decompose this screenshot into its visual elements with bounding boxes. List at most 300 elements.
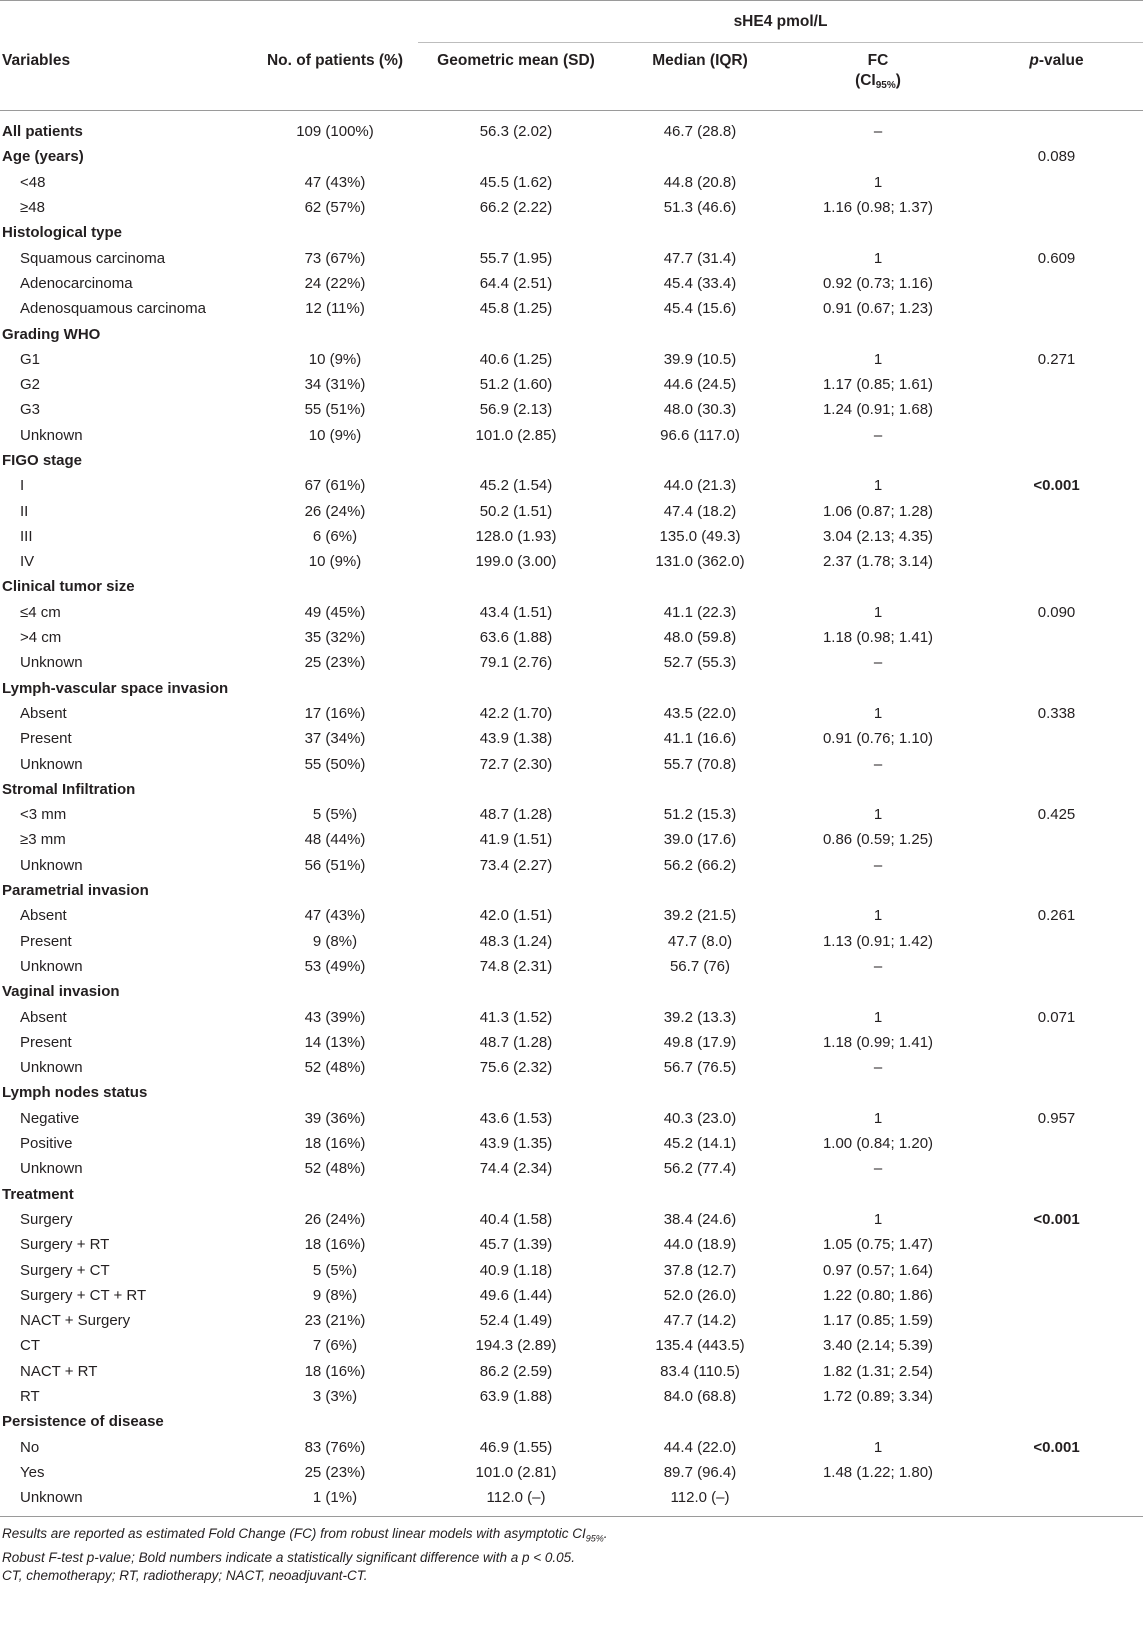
geometric-mean-cell: 40.6 (1.25) [479,350,553,368]
table-row [0,1434,1143,1459]
geometric-mean-cell: 199.0 (3.00) [475,553,557,571]
patients-cell: 49 (45%) [304,603,366,621]
table-row [0,144,1143,169]
geometric-mean-cell: 48.7 (1.28) [479,1033,553,1051]
patients-cell: 25 (23%) [304,654,366,672]
variable-cell: Negative [20,1109,80,1127]
pvalue-cell [970,1359,1143,1384]
median-cell [614,1181,786,1206]
ci-subscript: 95% [875,80,896,91]
footnotes [0,1517,1143,1585]
patients-cell [252,1181,418,1206]
fc-cell: 3.04 (2.13; 4.35) [822,527,934,545]
patients-cell: 52 (48%) [304,1160,366,1178]
table-row [0,1359,1143,1384]
variable-cell: Positive [20,1135,73,1153]
geometric-mean-cell: 49.6 (1.44) [479,1286,553,1304]
median-cell: 39.9 (10.5) [663,350,737,368]
fc-cell: – [873,1160,883,1178]
table-row [0,111,1143,145]
fc-cell: 1 [873,477,883,495]
geometric-mean-cell: 42.2 (1.70) [479,704,553,722]
table-row [0,1080,1143,1105]
median-cell: 48.0 (59.8) [663,629,737,647]
patients-cell: 55 (50%) [304,755,366,773]
pvalue-cell [970,1131,1143,1156]
pvalue-cell [970,397,1143,422]
pvalue-cell [970,170,1143,195]
table-row [0,979,1143,1004]
variable-cell: Unknown [20,856,83,874]
geometric-mean-cell: 74.8 (2.31) [479,957,553,975]
header-blank [0,1,252,43]
variable-cell: FIGO stage [2,452,83,469]
footnote-1-end: . [603,1526,608,1542]
pvalue-cell [970,1409,1143,1434]
geometric-mean-cell [418,144,614,169]
fc-cell [786,220,970,245]
fc-cell: – [873,1059,883,1077]
geometric-mean-cell: 41.9 (1.51) [479,831,553,849]
table-row [0,524,1143,549]
variable-cell: Histological type [2,224,123,242]
variable-cell: G3 [20,401,41,419]
variable-cell: Absent [20,907,67,925]
pvalue-cell [970,321,1143,346]
median-cell [614,321,786,346]
variable-cell: >4 cm [20,629,62,647]
pvalue-cell: 0.609 [1037,249,1076,267]
table-row [0,878,1143,903]
fc-cell: 1.17 (0.85; 1.61) [822,376,934,394]
patients-cell: 47 (43%) [304,173,366,191]
median-cell: 56.2 (77.4) [663,1160,737,1178]
table-row [0,1333,1143,1358]
patients-cell [252,220,418,245]
median-cell: 84.0 (68.8) [663,1387,737,1405]
geometric-mean-cell: 72.7 (2.30) [479,755,553,773]
geometric-mean-cell: 40.4 (1.58) [479,1210,553,1228]
patients-cell: 6 (6%) [312,527,358,545]
fc-cell [786,1181,970,1206]
geometric-mean-cell [418,220,614,245]
patients-cell: 47 (43%) [304,907,366,925]
variable-cell: I [20,477,25,495]
variable-cell: Surgery [20,1210,73,1228]
patients-cell: 25 (23%) [304,1463,366,1481]
pvalue-cell [970,296,1143,321]
fc-cell: – [873,123,883,141]
geometric-mean-cell: 64.4 (2.51) [479,274,553,292]
fc-cell: 1 [873,1210,883,1228]
patients-cell [252,676,418,701]
median-cell: 83.4 (110.5) [660,1362,740,1380]
footnote-2 [2,1549,1143,1568]
geometric-mean-cell [418,448,614,473]
median-cell: 47.7 (8.0) [667,932,733,950]
fc-cell [786,878,970,903]
table-row [0,448,1143,473]
variable-cell: RT [20,1387,40,1405]
geometric-mean-cell: 41.3 (1.52) [479,1008,553,1026]
variable-cell: Unknown [20,957,83,975]
pvalue-cell [970,726,1143,751]
fc-cell [786,321,970,346]
table-row [0,1460,1143,1485]
fc-cell [786,676,970,701]
table-row [0,271,1143,296]
fc-cell: – [873,426,883,444]
table-row [0,347,1143,372]
pvalue-cell: 0.089 [1037,148,1076,166]
table-row [0,1384,1143,1409]
variable-cell: Unknown [20,1160,83,1178]
patients-cell [252,321,418,346]
geometric-mean-cell: 112.0 (–) [486,1489,546,1507]
variable-cell: Absent [20,704,67,722]
fc-cell: 1.16 (0.98; 1.37) [822,199,934,217]
col-header-fc [786,43,970,111]
fc-cell [786,144,970,169]
patients-cell [252,144,418,169]
table-body [0,111,1143,1517]
variable-cell: CT [20,1337,40,1355]
pvalue-cell: <0.001 [1033,1438,1080,1456]
footnote-2-p2: p [522,1549,530,1565]
fc-cell: 0.91 (0.67; 1.23) [822,300,934,318]
median-cell: 96.6 (117.0) [660,426,740,444]
geometric-mean-cell: 51.2 (1.60) [479,376,553,394]
ci-open: (CI [855,72,876,89]
geometric-mean-cell [418,321,614,346]
geometric-mean-cell: 43.9 (1.38) [479,730,553,748]
table-row [0,726,1143,751]
patients-cell: 7 (6%) [312,1337,358,1355]
geometric-mean-cell: 79.1 (2.76) [479,654,553,672]
table-row [0,1004,1143,1029]
table-row [0,903,1143,928]
median-cell: 47.7 (31.4) [663,249,737,267]
fc-cell: 1.17 (0.85; 1.59) [822,1312,934,1330]
table-row [0,600,1143,625]
geometric-mean-cell: 75.6 (2.32) [479,1059,553,1077]
geometric-mean-cell: 46.9 (1.55) [479,1438,553,1456]
table-row [0,1308,1143,1333]
median-cell: 44.8 (20.8) [663,173,737,191]
median-cell: 44.4 (22.0) [663,1438,737,1456]
median-cell [614,979,786,1004]
pvalue-cell [970,111,1143,145]
fc-cell: 1.82 (1.31; 2.54) [822,1362,934,1380]
pvalue-cell [970,574,1143,599]
median-cell: 47.4 (18.2) [663,502,737,520]
table-row [0,549,1143,574]
p-italic: p [1029,52,1039,69]
patients-cell: 48 (44%) [304,831,366,849]
pvalue-cell [970,1181,1143,1206]
table-row [0,397,1143,422]
pvalue-cell [970,1485,1143,1517]
variable-cell: III [20,527,33,545]
geometric-mean-cell [418,777,614,802]
geometric-mean-cell: 43.9 (1.35) [479,1135,553,1153]
patients-cell: 62 (57%) [304,199,366,217]
table-row [0,372,1143,397]
table-row [0,701,1143,726]
pvalue-cell: 0.271 [1037,350,1076,368]
pvalue-cell [970,498,1143,523]
col-header-variables: Variables [0,43,252,111]
fc-label: FC [867,52,889,69]
variable-cell: Unknown [20,1059,83,1077]
median-cell [614,220,786,245]
variable-cell: Lymph-vascular space invasion [2,679,229,697]
patients-cell: 18 (16%) [304,1135,366,1153]
table-row [0,1055,1143,1080]
footnote-2-p: p [86,1549,95,1565]
median-cell: 135.0 (49.3) [659,527,741,545]
variable-cell: Clinical tumor size [2,578,135,596]
geometric-mean-cell: 56.3 (2.02) [479,123,553,141]
table-row [0,853,1143,878]
patients-cell: 67 (61%) [304,477,366,495]
geometric-mean-cell: 45.8 (1.25) [479,300,553,318]
variable-cell: Present [20,932,72,950]
patients-cell [252,1080,418,1105]
variable-cell: Absent [20,1008,67,1026]
patients-cell: 1 (1%) [312,1489,358,1507]
patients-cell: 10 (9%) [308,553,362,571]
geometric-mean-cell [418,676,614,701]
median-cell: 44.0 (18.9) [663,1236,737,1254]
table-row [0,777,1143,802]
table-row [0,423,1143,448]
median-cell: 41.1 (22.3) [663,603,737,621]
geometric-mean-cell: 45.7 (1.39) [479,1236,553,1254]
pvalue-cell [970,676,1143,701]
table-row [0,625,1143,650]
fc-cell: 1 [873,173,883,191]
variable-cell: Surgery + CT [20,1261,110,1279]
geometric-mean-cell [418,1409,614,1434]
pvalue-cell [970,1308,1143,1333]
patients-cell: 5 (5%) [312,806,358,824]
variable-cell: NACT + Surgery [20,1312,131,1330]
median-cell: 43.5 (22.0) [663,704,737,722]
table-row [0,802,1143,827]
median-cell: 39.2 (21.5) [663,907,737,925]
geometric-mean-cell: 43.6 (1.53) [479,1109,553,1127]
variable-cell: ≤4 cm [20,603,61,621]
variable-cell: <48 [20,173,46,191]
variable-cell: Stromal Infiltration [2,780,136,798]
geometric-mean-cell: 40.9 (1.18) [479,1261,553,1279]
patients-cell: 55 (51%) [304,401,366,419]
patients-cell: 37 (34%) [304,730,366,748]
pvalue-cell [970,195,1143,220]
median-cell: 41.1 (16.6) [663,730,737,748]
median-cell [614,878,786,903]
pvalue-cell [970,1460,1143,1485]
variable-cell: ≥3 mm [20,831,66,849]
variable-cell: Unknown [20,426,83,444]
fc-cell: 1 [873,1109,883,1127]
median-cell: 44.6 (24.5) [663,376,737,394]
table-row [0,1409,1143,1434]
fc-cell: – [873,957,883,975]
fc-cell [786,1485,970,1517]
fc-cell: – [873,856,883,874]
median-cell: 39.0 (17.6) [663,831,737,849]
median-cell [614,448,786,473]
pvalue-cell [970,524,1143,549]
patients-cell: 9 (8%) [312,932,358,950]
fc-cell: 0.91 (0.76; 1.10) [822,730,934,748]
fc-cell: 1 [873,907,883,925]
pvalue-cell [970,448,1143,473]
variable-cell: Surgery + RT [20,1236,110,1254]
table-row [0,574,1143,599]
variable-cell: <3 mm [20,806,67,824]
patients-cell: 26 (24%) [304,1210,366,1228]
geometric-mean-cell: 52.4 (1.49) [479,1312,553,1330]
patients-cell: 18 (16%) [304,1362,366,1380]
pvalue-cell [970,777,1143,802]
geometric-mean-cell [418,878,614,903]
table-row [0,296,1143,321]
fc-cell: 1.72 (0.89; 3.34) [822,1387,934,1405]
median-cell [614,676,786,701]
variable-cell: Unknown [20,654,83,672]
geometric-mean-cell [418,574,614,599]
geometric-mean-cell [418,1181,614,1206]
geometric-mean-cell: 63.9 (1.88) [479,1387,553,1405]
ci-close: ) [895,72,901,89]
geometric-mean-cell: 194.3 (2.89) [475,1337,557,1355]
patients-cell [252,1409,418,1434]
patients-cell: 17 (16%) [304,704,366,722]
median-cell: 89.7 (96.4) [663,1463,737,1481]
table-row [0,676,1143,701]
patients-cell: 109 (100%) [296,123,374,141]
patients-cell: 83 (76%) [304,1438,366,1456]
patients-cell: 52 (48%) [304,1059,366,1077]
variable-cell: IV [20,553,35,571]
geometric-mean-cell: 50.2 (1.51) [479,502,553,520]
pvalue-cell [970,549,1143,574]
table-row [0,473,1143,498]
pvalue-cell [970,751,1143,776]
table-row [0,321,1143,346]
variable-cell: Grading WHO [2,325,101,343]
table-row [0,1156,1143,1181]
pvalue-cell: <0.001 [1033,1210,1080,1228]
variable-cell: Present [20,1033,72,1051]
variable-cell: All patients [2,123,83,141]
patients-cell [252,574,418,599]
fc-cell: – [873,654,883,672]
fc-cell: 1 [873,806,883,824]
median-cell: 51.3 (46.6) [663,199,737,217]
footnote-2-mid: -value; Bold numbers indicate a statistically significant difference with a [94,1549,523,1565]
geometric-mean-cell: 128.0 (1.93) [475,527,557,545]
variable-cell: Present [20,730,72,748]
geometric-mean-cell: 86.2 (2.59) [479,1362,553,1380]
header-row-group [0,1,1143,43]
median-cell [614,777,786,802]
fc-cell [786,979,970,1004]
variable-cell: ≥48 [20,199,45,217]
median-cell: 55.7 (70.8) [663,755,737,773]
patients-cell: 43 (39%) [304,1008,366,1026]
fc-cell: 1.22 (0.80; 1.86) [822,1286,934,1304]
patients-cell: 12 (11%) [305,300,365,318]
table-row [0,1485,1143,1517]
geometric-mean-cell: 73.4 (2.27) [479,856,553,874]
table-row [0,1283,1143,1308]
fc-cell: 2.37 (1.78; 3.14) [822,553,934,571]
geometric-mean-cell: 45.2 (1.54) [479,477,553,495]
variable-cell: Surgery + CT + RT [20,1286,147,1304]
table-row [0,827,1143,852]
variable-cell: G2 [20,376,41,394]
patients-cell: 14 (13%) [304,1033,366,1051]
pvalue-cell [970,220,1143,245]
variable-cell: NACT + RT [20,1362,98,1380]
table-row [0,650,1143,675]
geometric-mean-cell: 43.4 (1.51) [479,603,553,621]
geometric-mean-cell: 56.9 (2.13) [479,401,553,419]
geometric-mean-cell: 66.2 (2.22) [479,199,553,217]
geometric-mean-cell: 48.7 (1.28) [479,806,553,824]
table-row [0,1257,1143,1282]
patients-cell [252,448,418,473]
pvalue-cell: 0.338 [1037,704,1076,722]
median-cell: 47.7 (14.2) [663,1312,737,1330]
median-cell [614,574,786,599]
variable-cell: No [20,1438,40,1456]
geometric-mean-cell: 48.3 (1.24) [479,932,553,950]
median-cell: 44.0 (21.3) [663,477,737,495]
pvalue-cell [970,878,1143,903]
fc-cell: 0.92 (0.73; 1.16) [822,274,934,292]
variable-cell: Age (years) [2,148,84,166]
pvalue-cell [970,1055,1143,1080]
fc-cell: 1 [873,603,883,621]
pvalue-cell [970,625,1143,650]
header-row-columns [0,43,1143,111]
variable-cell: Adenocarcinoma [20,274,133,292]
p-suffix: -value [1038,52,1084,69]
patients-cell: 18 (16%) [304,1236,366,1254]
table-row [0,195,1143,220]
geometric-mean-cell: 74.4 (2.34) [479,1160,553,1178]
table-row [0,1106,1143,1131]
fc-cell [786,574,970,599]
footnote-1-text: Results are reported as estimated Fold Change (FC) from robust linear models with asymptotic CI [2,1526,586,1542]
fc-cell: 0.86 (0.59; 1.25) [822,831,934,849]
geometric-mean-cell: 55.7 (1.95) [479,249,553,267]
patients-cell: 26 (24%) [304,502,366,520]
variable-cell: Unknown [20,755,83,773]
pvalue-cell [970,1156,1143,1181]
patients-cell [252,979,418,1004]
median-cell: 52.0 (26.0) [663,1286,737,1304]
fc-cell [786,777,970,802]
median-cell: 46.7 (28.8) [663,123,737,141]
fc-cell: 1.00 (0.84; 1.20) [822,1135,934,1153]
fc-cell [786,448,970,473]
